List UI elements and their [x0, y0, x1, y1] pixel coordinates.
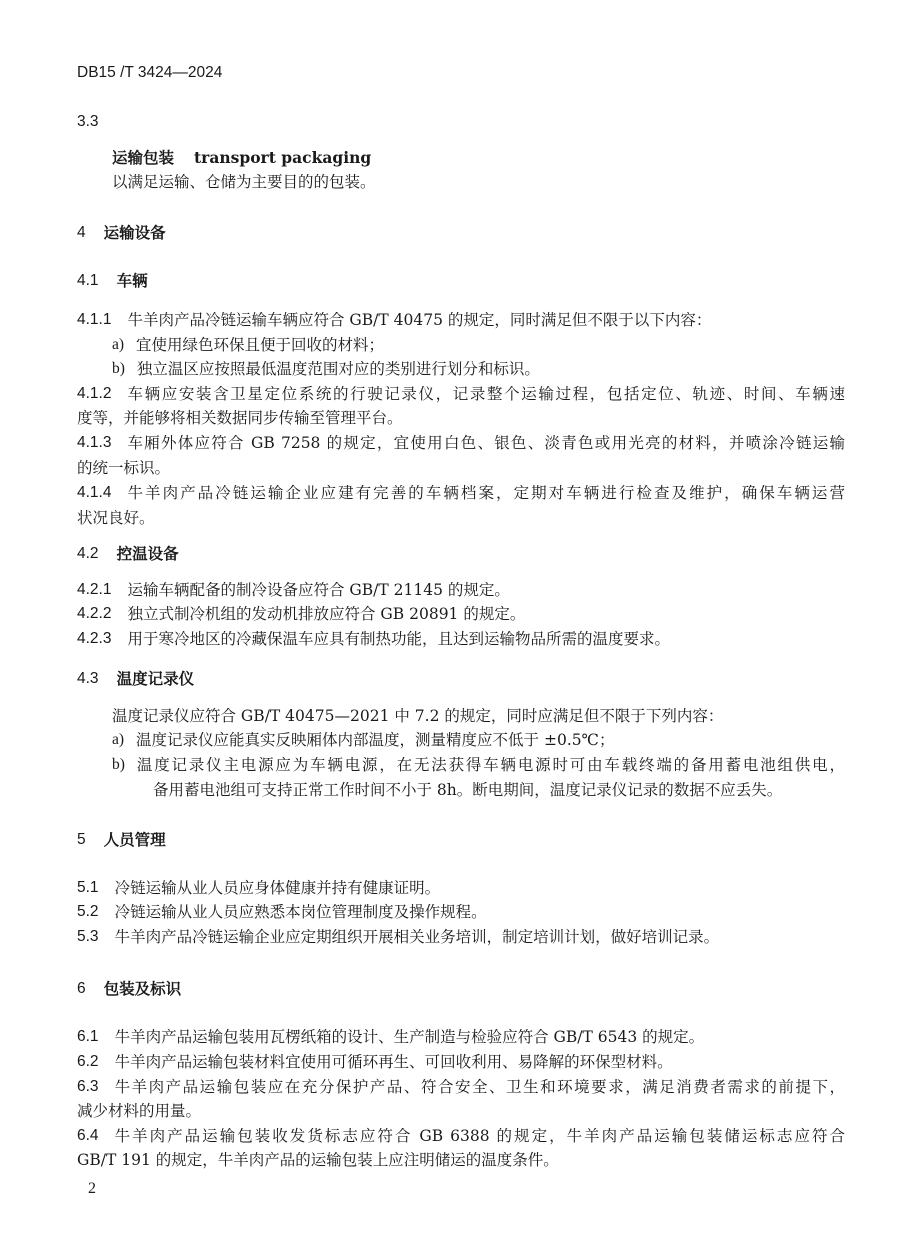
list-item: a) 宜使用绿色环保且便于回收的材料；	[112, 336, 385, 354]
clause-6-4-cont: GB/T 191 的规定，牛羊肉产品的运输包装上应注明储运的温度条件。	[77, 1151, 559, 1169]
clause-4-2-3: 4.2.3 用于寒冷地区的冷藏保温车应具有制热功能，且达到运输物品所需的温度要求。	[77, 630, 670, 648]
clause-6-4: 6.4 牛羊肉产品运输包装收发货标志应符合 GB 6388 的规定，牛羊肉产品运输包装储运标志应符合	[77, 1127, 845, 1145]
clause-4-1-2-cont: 度等，并能够将相关数据同步传输至管理平台。	[77, 409, 403, 427]
list-item-cont: 备用蓄电池组可支持正常工作时间不小于 8h。断电期间，温度记录仪记录的数据不应丢失。	[153, 781, 783, 799]
term-definition: 以满足运输、仓储为主要目的的包装。	[112, 173, 376, 191]
clause-4-1-4: 4.1.4 牛羊肉产品冷链运输企业应建有完善的车辆档案，定期对车辆进行检查及维护，确保车辆运营	[77, 484, 845, 502]
clause-4-1-3-cont: 的统一标识。	[77, 459, 171, 477]
document-id: DB15 /T 3424—2024	[77, 64, 223, 81]
clause-4-1-3: 4.1.3 车厢外体应符合 GB 7258 的规定，宜使用白色、银色、淡青色或用光亮的材料，并喷涂冷链运输	[77, 434, 845, 452]
list-item: a) 温度记录仪应能真实反映厢体内部温度，测量精度应不低于 ±0.5℃；	[112, 731, 615, 749]
section-5-heading: 5 人员管理	[77, 831, 166, 849]
page-number: 2	[88, 1180, 96, 1197]
clause-4-1-1: 4.1.1 牛羊肉产品冷链运输车辆应符合 GB/T 40475 的规定，同时满足但不限于以下内容：	[77, 311, 712, 329]
section-4-1-heading: 4.1 车辆	[77, 272, 148, 290]
clause-5-3: 5.3 牛羊肉产品冷链运输企业应定期组织开展相关业务培训，制定培训计划，做好培训记录。	[77, 928, 720, 946]
clause-6-1: 6.1 牛羊肉产品运输包装用瓦楞纸箱的设计、生产制造与检验应符合 GB/T 6543 的规定。	[77, 1028, 705, 1046]
clause-4-1-2: 4.1.2 车辆应安装含卫星定位系统的行驶记录仪，记录整个运输过程，包括定位、轨迹、时间、车辆速	[77, 385, 845, 403]
section-4-2-heading: 4.2 控温设备	[77, 545, 179, 563]
clause-3-3-number: 3.3	[77, 113, 99, 130]
term-heading: 运输包装 transport packaging	[112, 148, 372, 167]
clause-4-3-intro: 温度记录仪应符合 GB/T 40475—2021 中 7.2 的规定，同时应满足但不限于下列内容：	[112, 707, 724, 725]
clause-5-1: 5.1 冷链运输从业人员应身体健康并持有健康证明。	[77, 879, 441, 897]
section-4-3-heading: 4.3 温度记录仪	[77, 670, 195, 688]
list-item: b) 温度记录仪主电源应为车辆电源，在无法获得车辆电源时可由车载终端的备用蓄电池组供电，	[112, 756, 845, 774]
section-4-heading: 4 运输设备	[77, 224, 166, 242]
clause-6-2: 6.2 牛羊肉产品运输包装材料宜使用可循环再生、可回收利用、易降解的环保型材料。	[77, 1053, 673, 1071]
clause-6-3: 6.3 牛羊肉产品运输包装应在充分保护产品、符合安全、卫生和环境要求，满足消费者需求的前提下，	[77, 1078, 845, 1096]
clause-5-2: 5.2 冷链运输从业人员应熟悉本岗位管理制度及操作规程。	[77, 903, 487, 921]
section-6-heading: 6 包装及标识	[77, 980, 182, 998]
clause-4-2-2: 4.2.2 独立式制冷机组的发动机排放应符合 GB 20891 的规定。	[77, 605, 526, 623]
clause-4-1-4-cont: 状况良好。	[77, 509, 155, 527]
clause-6-3-cont: 减少材料的用量。	[77, 1102, 202, 1120]
clause-4-2-1: 4.2.1 运输车辆配备的制冷设备应符合 GB/T 21145 的规定。	[77, 581, 510, 599]
list-item: b) 独立温区应按照最低温度范围对应的类别进行划分和标识。	[112, 360, 540, 378]
